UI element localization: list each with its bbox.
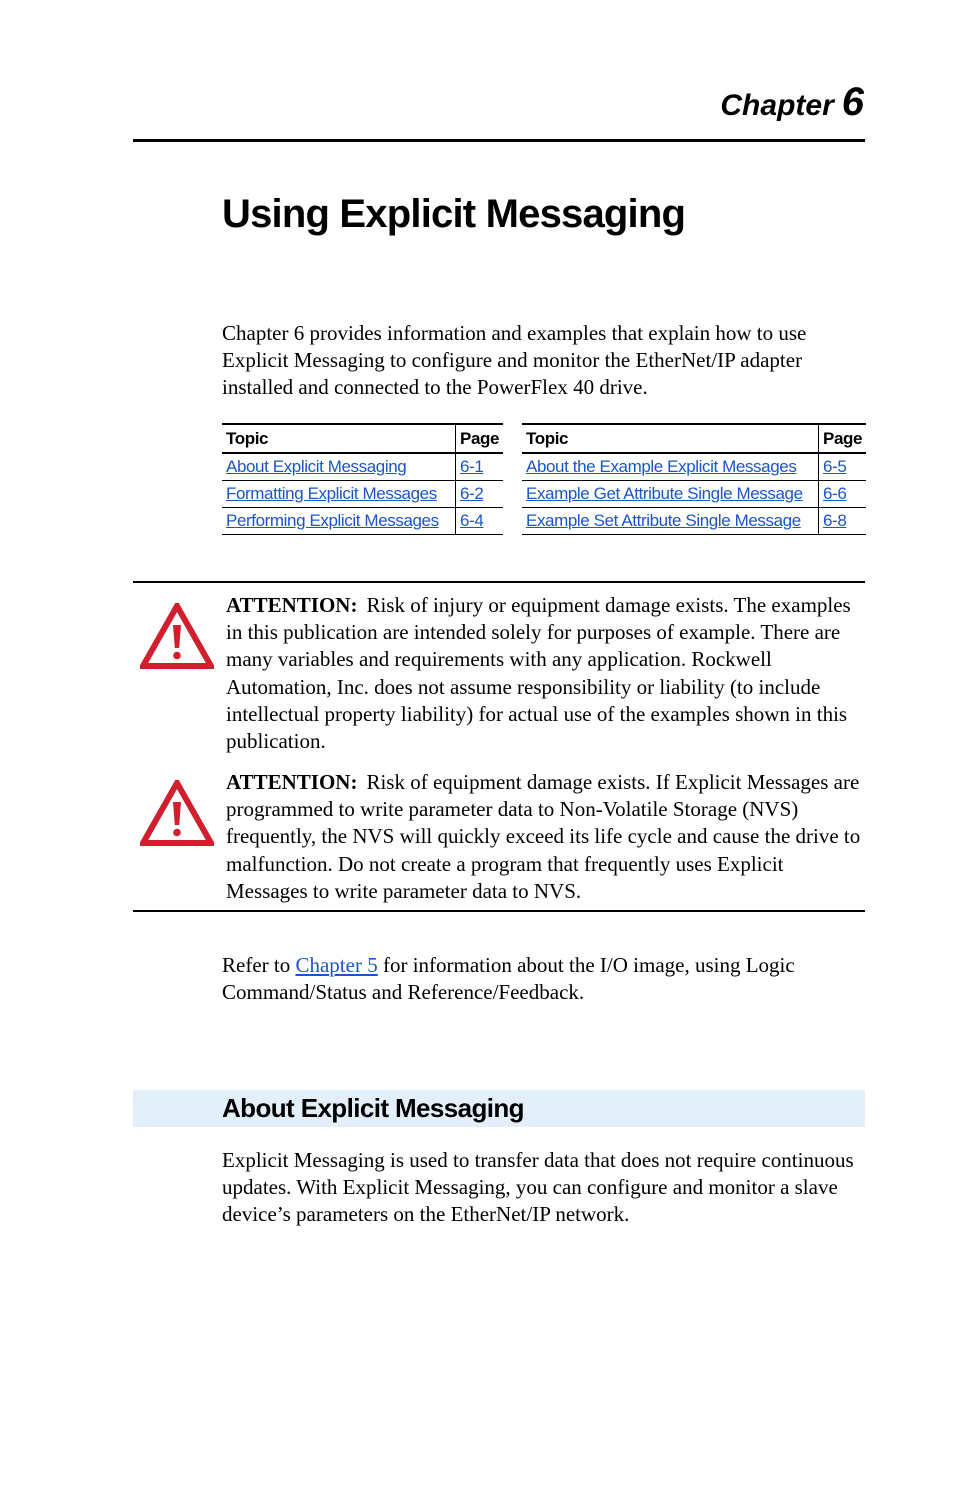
table-row [522,453,866,481]
table-row [222,453,503,481]
topic-link[interactable]: Example Get Attribute Single Message [526,484,803,503]
page-link[interactable]: 6-8 [823,511,847,530]
attention-message [226,769,862,905]
section-heading: About Explicit Messaging [222,1093,524,1123]
section-paragraph: Explicit Messaging is used to transfer data that does not require continuous updates. With Explicit Messaging, you can configure and monitor a slave device’s parameters on the EtherNet/IP network. [222,1148,854,1226]
page-link[interactable]: 6-1 [460,457,484,476]
warning-triangle-icon [140,780,214,846]
attention-label: ATTENTION: [226,770,358,794]
refer-paragraph [222,952,862,1006]
chapter-5-link[interactable]: Chapter 5 [295,953,378,977]
table-row [222,481,503,508]
chapter-label: Chapter [720,89,834,122]
table-row [222,508,503,535]
topic-link[interactable]: Example Set Attribute Single Message [526,511,801,530]
topic-column-header: Topic [222,424,456,453]
topic-table-left [222,423,503,535]
attention-text: Risk of injury or equipment damage exists. The examples in this publication are intended solely for purposes of example. There are many variables and requirements with any application. Rockwell Automation, Inc. does not assume responsibility or liability (to include intellectual property liability) for actual use of the examples shown in this publication. [226,593,851,754]
topic-table-right [522,423,866,535]
chapter-heading [720,80,864,125]
topic-link[interactable]: About Explicit Messaging [226,457,407,476]
refer-text-before: Refer to [222,953,296,977]
page-link[interactable]: 6-5 [823,457,847,476]
table-row [522,481,866,508]
attention-label: ATTENTION: [226,593,358,617]
attention-text: Risk of equipment damage exists. If Explicit Messages are programmed to write parameter data to Non-Volatile Storage (NVS) frequently, the NVS will quickly exceed its life cycle and cause the drive to malfunction. Do not create a program that frequently uses Explicit Messages to write parameter data to NVS. [226,770,861,903]
attention-message [226,592,862,755]
intro-paragraph: Chapter 6 provides information and examples that explain how to use Explicit Messaging to configure and monitor the EtherNet/IP adapter installed and connected to the PowerFlex 40 drive. [222,321,807,399]
topic-link[interactable]: About the Example Explicit Messages [526,457,797,476]
page-column-header: Page [456,424,504,453]
table-row [522,508,866,535]
page-title: Using Explicit Messaging [222,192,686,236]
attention-box [133,581,865,912]
chapter-rule [133,139,865,142]
page-link[interactable]: 6-4 [460,511,484,530]
page-link[interactable]: 6-6 [823,484,847,503]
topic-link[interactable]: Performing Explicit Messages [226,511,439,530]
topic-column-header: Topic [522,424,819,453]
warning-triangle-icon [140,603,214,669]
topic-link[interactable]: Formatting Explicit Messages [226,484,437,503]
refer-text-after: for information about the I/O image, using Logic Command/Status and Reference/Feedback. [222,953,795,1004]
chapter-number: 6 [841,80,864,124]
page-link[interactable]: 6-2 [460,484,484,503]
page-column-header: Page [819,424,867,453]
